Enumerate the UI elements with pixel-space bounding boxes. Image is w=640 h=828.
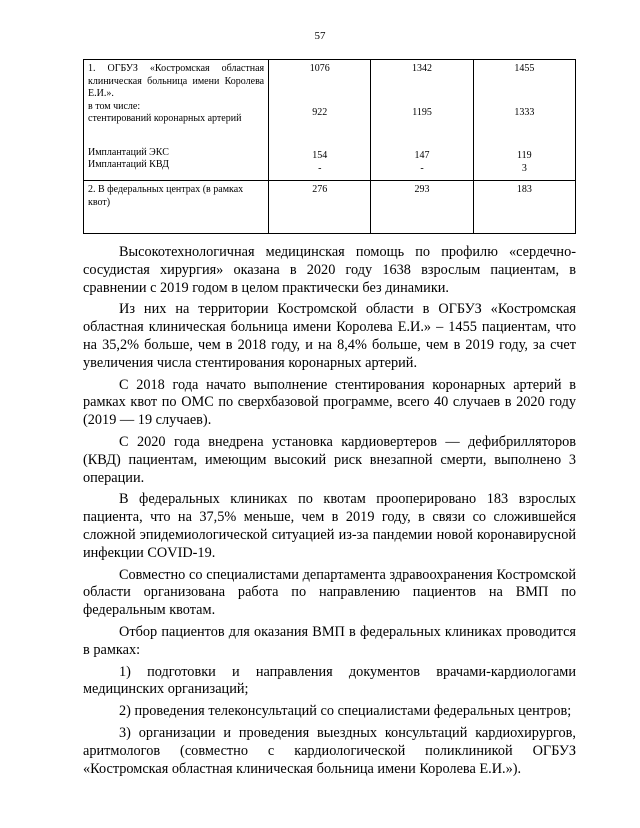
paragraph: Совместно со специалистами департамента здравоохранения Костромской области организована работа по направлению пациентов на ВМП по федеральным квотам.: [83, 566, 576, 619]
paragraph: В федеральных клиниках по квотам прооперировано 183 взрослых пациента, что на 37,5% меньше, чем в 2019 году, в связи со сложившейся сложной эпидемиологической ситуацией из-за пандемии новой коронавирусной инфекции COVID-19.: [83, 491, 576, 561]
value-cell-col3: [473, 60, 575, 181]
paragraph: С 2020 года внедрена установка кардиовертеров — дефибрилляторов (КВД) пациентам, имеющим высокий риск внезапной смерти, выполнено 3 операции.: [83, 433, 576, 486]
value-kvd: -: [420, 162, 424, 174]
list-item: 1) подготовки и направления документов врачами-кардиологами медицинских организаций;: [83, 663, 576, 698]
value-stenting: 1195: [412, 106, 432, 118]
value-cell-col3: 183: [473, 181, 575, 234]
value-cell-col1: [269, 60, 371, 181]
value-kvd: 3: [521, 162, 527, 174]
value-eks: 154: [312, 150, 328, 161]
paragraph: Высокотехнологичная медицинская помощь по профилю «сердечно-сосудистая хирургия» оказана в 2020 году 1638 взрослым пациентам, в сравнении с 2019 годом в целом практически без динамики.: [83, 244, 576, 296]
value-stenting: 922: [312, 106, 328, 118]
value-cell-col2: 293: [371, 181, 473, 234]
value-total: 1076: [309, 63, 330, 74]
value-total: 1455: [514, 63, 535, 74]
row-label-cell: [84, 181, 269, 234]
paragraph: Отбор пациентов для оказания ВМП в федеральных клиниках проводится в рамках:: [83, 623, 576, 658]
value-eks: 119: [517, 150, 532, 161]
row-label-stenting: стентирований коронарных артерий: [88, 113, 242, 124]
value-kvd: -: [318, 162, 322, 174]
list-item: 2) проведения телеконсультаций со специалистами федеральных центров;: [119, 703, 572, 720]
body-text: [83, 244, 576, 782]
row-label-eks: Имплантаций ЭКС: [88, 146, 169, 158]
statistics-table: [83, 59, 576, 234]
value-total: 1342: [412, 63, 433, 74]
table-row: [84, 181, 576, 234]
page-number: 57: [314, 30, 326, 42]
row-label-kvd: Имплантаций КВД: [88, 159, 169, 170]
value-eks: 147: [414, 150, 430, 161]
value-stenting: 1333: [514, 106, 535, 118]
list-item: 3) организации и проведения выездных консультаций кардиохирургов, аритмологов (совместно с кардиологической поликлиникой ОГБУЗ «Костромская областная клиническая больница имени Королева Е.И.»).: [83, 724, 576, 777]
paragraph: Из них на территории Костромской области в ОГБУЗ «Костромская областная клиническая больница имени Королева Е.И.» – 1455 пациентам, что на 35,2% больше, чем в 2018 году, и на 8,4% больше, чем в 2019 году, за счет увеличения числа стентирования коронарных артерий.: [83, 301, 576, 371]
row-label-including: в том числе:: [88, 100, 141, 112]
row-label-hospital: 1. ОГБУЗ «Костромская областная клиническая больница имени Королева Е.И.».: [88, 63, 265, 99]
row-label-cell: [84, 60, 269, 181]
value-cell-col2: [371, 60, 473, 181]
paragraph: С 2018 года начато выполнение стентирования коронарных артерий в рамках квот по ОМС по сверхбазовой программе, всего 40 случаев в 2020 году (2019 — 19 случаев).: [83, 376, 576, 429]
row-label-federal: 2. В федеральных центрах (в рамках квот): [88, 184, 244, 208]
value-cell-col1: 276: [269, 181, 371, 234]
table-row: [84, 60, 576, 181]
